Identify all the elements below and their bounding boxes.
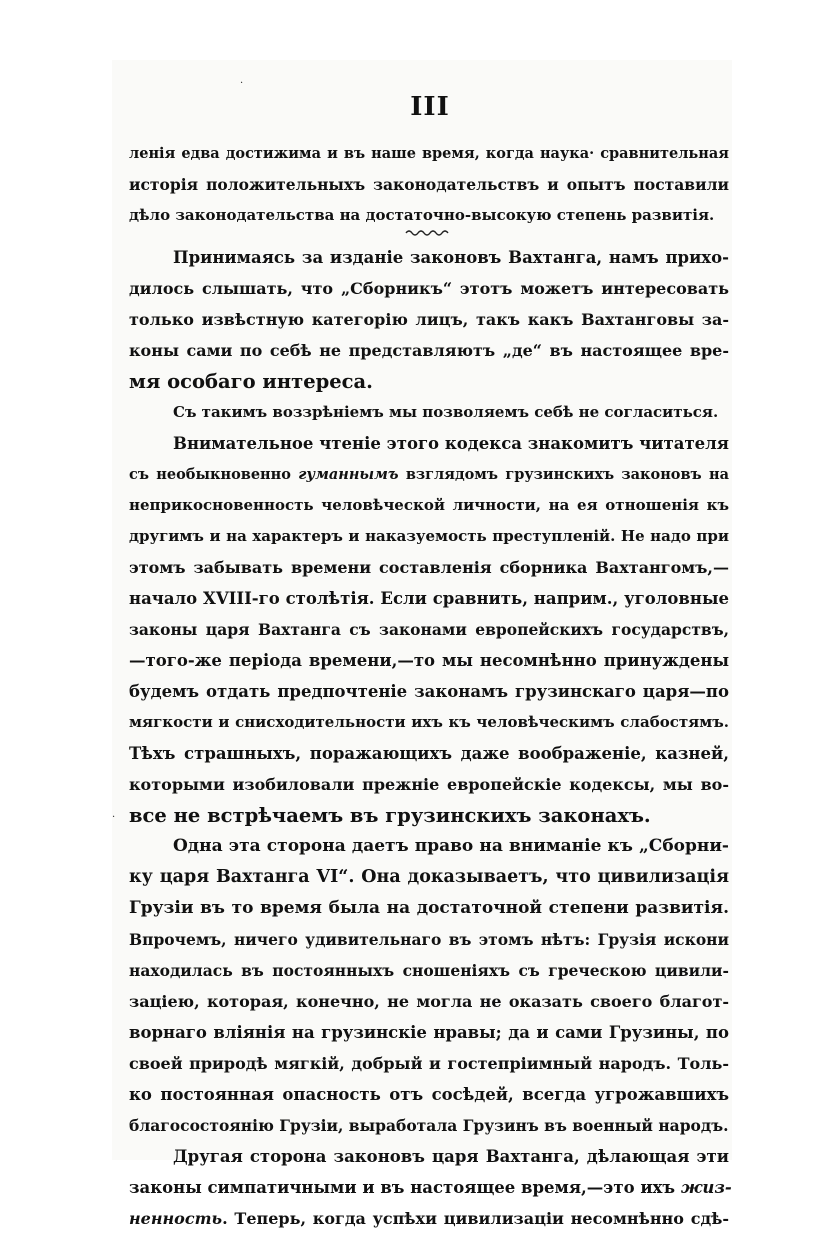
emphasized-word: жиз- bbox=[680, 1178, 732, 1197]
text-line: только извѣстную категорію лицъ, такъ какъ Вахтанговы за- bbox=[129, 310, 729, 329]
text-line: —того-же періода времени,—то мы несомнѣнно принуждены bbox=[129, 651, 729, 670]
text-line: Одна эта сторона даетъ право на вниманіе къ „Сборни- bbox=[173, 836, 729, 856]
text-line: Другая сторона законовъ царя Вахтанга, дѣлающая эти bbox=[173, 1147, 729, 1166]
text-line: ленія едва достижима и въ наше время, когда наука· сравнительная bbox=[129, 145, 729, 162]
text-line bbox=[129, 1172, 732, 1203]
text-line: заціею, которая, конечно, не могла не оказать своего благот- bbox=[129, 992, 729, 1011]
text-line: ку царя Вахтанга VI“. Она доказываетъ, что цивилизація bbox=[129, 867, 729, 887]
body-text bbox=[129, 242, 732, 1234]
text-line: все не встрѣчаемъ въ грузинскихъ законахъ. bbox=[129, 804, 651, 827]
text-line: этомъ забывать времени составленія сборника Вахтангомъ,— bbox=[129, 558, 729, 577]
text-line: мя особаго интереса. bbox=[129, 370, 373, 393]
text-line: Тѣхъ страшныхъ, поражающихъ даже воображеніе, казней, bbox=[129, 744, 729, 763]
text-line: благосостоянію Грузіи, выработала Грузинъ въ военный народъ. bbox=[129, 1116, 729, 1135]
emphasized-word: гуманнымъ bbox=[298, 466, 399, 483]
text-line: которыми изобиловали прежніе европейскіе кодексы, мы во- bbox=[129, 775, 729, 794]
text-line: своей природѣ мягкій, добрый и гостепріимный народъ. Толь- bbox=[129, 1054, 729, 1073]
text-line: другимъ и на характеръ и наказуемость преступленій. Не надо при bbox=[129, 527, 729, 545]
stray-ink-mark: · bbox=[240, 78, 244, 89]
text-line bbox=[129, 1203, 729, 1234]
text-line: находилась въ постоянныхъ сношеніяхъ съ греческою цивили- bbox=[129, 961, 729, 980]
intro-paragraph bbox=[129, 138, 729, 231]
page-number: III bbox=[410, 92, 450, 122]
text-line: будемъ отдать предпочтеніе законамъ грузинскаго царя—по bbox=[129, 682, 729, 701]
text-line: исторія положительныхъ законодательствъ и опытъ поставили bbox=[129, 175, 729, 194]
emphasized-word: ненность bbox=[129, 1209, 223, 1228]
text-line bbox=[129, 459, 729, 490]
text-line: ко постоянная опасность отъ сосѣдей, всегда угрожавшихъ bbox=[129, 1085, 729, 1104]
text-segment: законы симпатичными и въ настоящее время,—это ихъ bbox=[129, 1178, 681, 1197]
text-line: Впрочемъ, ничего удивительнаго въ этомъ нѣтъ: Грузія искони bbox=[129, 930, 729, 949]
text-line: Принимаясь за изданіе законовъ Вахтанга, намъ прихо- bbox=[173, 248, 729, 267]
text-line: Грузіи въ то время была на достаточной степени развитія. bbox=[129, 898, 729, 918]
text-line: Внимательное чтеніе этого кодекса знакомитъ читателя bbox=[173, 434, 729, 453]
text-line: дѣло законодательства на достаточно-высокую степень развитія. bbox=[129, 206, 715, 224]
text-line: начало XVIII-го столѣтія. Если сравнить, наприм., уголовные bbox=[129, 589, 729, 608]
text-segment: . Теперь, когда успѣхи цивилизаціи несомнѣнно сдѣ- bbox=[222, 1209, 729, 1228]
text-segment: взглядомъ грузинскихъ законовъ на bbox=[398, 466, 730, 483]
text-line: мягкости и снисходительности ихъ къ человѣческимъ слабостямъ. bbox=[129, 713, 729, 731]
section-divider bbox=[405, 227, 449, 237]
text-line: ворнаго вліянія на грузинскіе нравы; да и сами Грузины, по bbox=[129, 1023, 729, 1042]
text-line: коны сами по себѣ не представляютъ „де“ въ настоящее вре- bbox=[129, 341, 729, 360]
text-line: Съ такимъ воззрѣніемъ мы позволяемъ себѣ не согласиться. bbox=[173, 403, 719, 421]
text-segment: съ необыкновенно bbox=[129, 466, 299, 483]
text-line: дилось слышать, что „Сборникъ“ этотъ можетъ интересовать bbox=[129, 279, 729, 298]
text-line: неприкосновенность человѣческой личности, на ея отношенія къ bbox=[129, 496, 729, 514]
stray-ink-mark: · bbox=[112, 812, 116, 823]
text-line: законы царя Вахтанга съ законами европейскихъ государствъ, bbox=[129, 620, 729, 639]
